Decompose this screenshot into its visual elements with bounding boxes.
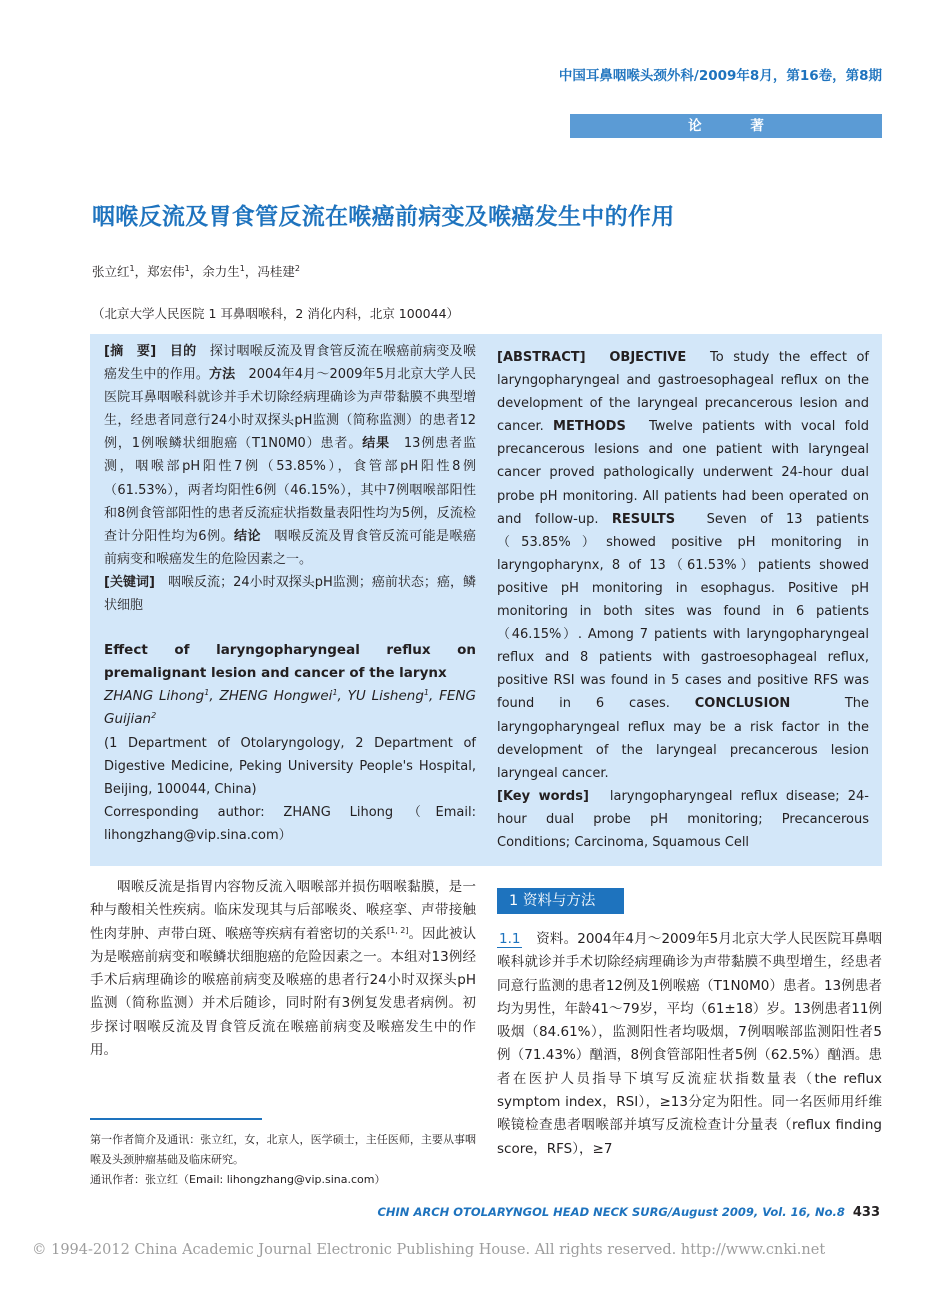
objective-text-en: To study the effect of laryngopharyngeal and gastroesophageal reflux on the development of the laryngeal precancerous lesion and cancer.	[497, 350, 869, 435]
abstract-en-label: [ABSTRACT]	[497, 350, 586, 365]
english-title: Effect of laryngopharyngeal reflux on premalignant lesion and cancer of the larynx	[104, 642, 476, 682]
results-text-en: Seven of 13 patients（53.85%）showed positive pH monitoring in laryngopharynx, 8 of 13（61.53%）patients showed positive pH monitoring in esophagus. Positive pH monitoring in both sites was found in 6 patients（46.15%）. Among 7 patients with laryngopharyngeal reflux and 8 patients with gastroesophageal reflux, positive RSI was found in 5 cases and positive RFS was found in 6 cases.	[497, 511, 869, 712]
materials-paragraph	[497, 928, 882, 1161]
journal-header: 中国耳鼻咽喉头颈外科/2009年8月，第16卷，第8期	[558, 68, 882, 84]
keywords-en	[497, 785, 869, 854]
footnotes	[90, 1130, 476, 1190]
abstract-cn	[104, 340, 476, 571]
conclusion-text-en: The laryngopharyngeal reflux may be a risk factor in the development of the laryngeal precancerous lesion laryngeal cancer.	[497, 696, 869, 781]
results-text: 13例患者监测，咽喉部pH阳性7例（53.85%），食管部pH阳性8例（61.53%），两者均阳性6例（46.15%），其中7例咽喉部阳性和8例食管部阳性的患者反流症状指数量表阳性均为5例，反流检查计分阳性均为6例。	[104, 436, 476, 544]
subsection-number: 1.1	[499, 931, 521, 947]
objective-label: 目的	[169, 344, 197, 359]
article-title: 咽喉反流及胃食管反流在喉癌前病变及喉癌发生中的作用	[92, 204, 675, 230]
first-author-note: 第一作者简介及通讯：张立红，女，北京人，医学硕士，主任医师，主要从事咽喉及头颈肿瘤基础及临床研究。	[90, 1133, 476, 1166]
results-label: 结果	[362, 436, 390, 452]
keywords-label: [关键词]	[104, 574, 155, 590]
abstract-en	[497, 346, 869, 785]
intro-text: 。因此被认为是喉癌前病变和喉鳞状细胞癌的危险因素之一。本组对13例经手术后病理确诊的喉癌前病变及喉癌的患者行24小时双探头pH监测（简称监测）并术后随诊，同时附有3例复发患者病例。初步探讨咽喉反流及胃食管反流在喉癌前病变及喉癌发生中的作用。	[90, 925, 477, 1059]
author-sup: 2	[151, 711, 157, 721]
citation: [1, 2]	[387, 925, 409, 935]
subsection-label: 资料。	[522, 931, 578, 947]
author: 郑宏伟	[147, 264, 185, 279]
author: 张立红	[92, 264, 130, 279]
author-sup: 1	[239, 264, 245, 273]
methods-label-en: METHODS	[553, 419, 626, 435]
author: YU Lisheng	[347, 688, 424, 705]
affiliation-cn: （北京大学人民医院 1 耳鼻咽喉科，2 消化内科，北京 100044）	[92, 306, 460, 321]
abstract-left-column	[104, 340, 476, 847]
author: 余力生	[202, 264, 240, 279]
keywords-cn	[104, 571, 476, 617]
author-sup: 1	[129, 264, 135, 273]
author-sup: 1	[332, 688, 338, 698]
methods-text-en: Twelve patients with vocal fold precancerous lesions and one patient with laryngeal cancer proved pathologically underwent 24-hour dual probe pH monitoring. All patients had been operated on and follow-up.	[497, 419, 869, 527]
correspondence-note: 通讯作者：张立红（Email: lihongzhang@vip.sina.com）	[90, 1173, 386, 1186]
conclusion-label: 结论	[233, 528, 261, 544]
footer-journal-name: CHIN ARCH OTOLARYNGOL HEAD NECK SURG/August 2009, Vol. 16, No.8	[377, 1205, 845, 1219]
methods-text: 2004年4月～2009年5月北京大学人民医院耳鼻咽喉科就诊并手术切除经病理确诊为声带黏膜不典型增生，经患者同意行24小时双探头pH监测（简称监测）的患者12例，1例喉鳞状细胞癌（T1N0M0）患者。	[104, 367, 476, 452]
keywords-text-en: laryngopharyngeal reflux disease; 24-hour dual probe pH monitoring; Precancerous Conditions; Carcinoma, Squamous Cell	[497, 788, 869, 850]
author: ZHENG Hongwei	[219, 688, 333, 705]
conclusion-label-en: CONCLUSION	[694, 696, 791, 712]
author-sup: 1	[204, 688, 210, 698]
author-sup: 1	[184, 264, 190, 273]
intro-paragraph	[90, 876, 476, 1062]
subsection-text: 2004年4月～2009年5月北京大学人民医院耳鼻咽喉科就诊并手术切除经病理确诊为声带黏膜不典型增生，经患者同意行监测的患者12例及1例喉癌（T1N0M0）患者。13例患者均为男性，年龄41～79岁，平均（61±18）岁。13例患者11例吸烟（84.61%），监测阳性者均吸烟，7例咽喉部监测阳性者5例（71.43%）酗酒，8例食管部阳性者5例（62.5%）酗酒。患者在医护人员指导下填写反流症状指数量表（the reflux symptom index，RSI），≥13分定为阳性。同一名医师用纤维喉镜检查患者咽喉部并填写反流检查计分量表（reflux finding score，RFS），≥7	[497, 931, 883, 1157]
intro-text: 咽喉反流是指胃内容物反流入咽喉部并损伤咽喉黏膜，是一种与酸相关性疾病。临床发现其与后部喉炎、喉痉挛、声带接触性肉芽肿、声带白斑、喉癌等疾病有着密切的关系	[90, 879, 476, 942]
corresponding-author: Corresponding author: ZHANG Lihong（Email: lihongzhang@vip.sina.com）	[104, 804, 476, 843]
objective-text: 探讨咽喉反流及胃食管反流在喉癌前病变及喉癌发生中的作用。	[104, 344, 476, 383]
author: 冯桂建	[257, 264, 295, 279]
section-label: 论 著	[570, 114, 882, 138]
page-number: 433	[852, 1205, 880, 1220]
section-heading: 1 资料与方法	[497, 888, 624, 914]
methods-label: 方法	[209, 367, 236, 383]
abstract-cn-label: [摘 要]	[104, 344, 157, 359]
english-affiliation: (1 Department of Otolaryngology, 2 Department of Digestive Medicine, Peking University People's Hospital, Beijing, 100044, China)	[104, 735, 476, 797]
objective-label-en: OBJECTIVE	[609, 350, 687, 365]
author: ZHANG Lihong	[104, 688, 205, 705]
results-label-en: RESULTS	[611, 511, 676, 527]
journal-footer	[377, 1205, 880, 1220]
copyright-watermark: © 1994-2012 China Academic Journal Electronic Publishing House. All rights reserved. http://www.cnki.net	[32, 1242, 826, 1258]
author-sup: 1	[423, 688, 430, 698]
conclusion-text: 咽喉反流及胃食管反流可能是喉癌前病变和喉癌发生的危险因素之一。	[104, 528, 476, 567]
authors-cn: 张立红$^1$，郑宏伟$^1$，余力生$^1$，冯桂建$^2$	[92, 264, 300, 279]
english-authors: ZHANG Lihong$^1$, ZHENG Hongwei$^1$, YU Lisheng$^1$, FENG Guijian$^2$	[104, 688, 476, 728]
footnote-divider	[90, 1118, 262, 1120]
keywords-label-en: [Key words]	[497, 788, 589, 804]
keywords-text: 咽喉反流；24小时双探头pH监测；癌前状态；癌，鳞状细胞	[104, 574, 476, 614]
author: FENG Guijian	[104, 688, 476, 728]
author-sup: 2	[294, 264, 300, 273]
abstract-right-column	[497, 346, 869, 854]
